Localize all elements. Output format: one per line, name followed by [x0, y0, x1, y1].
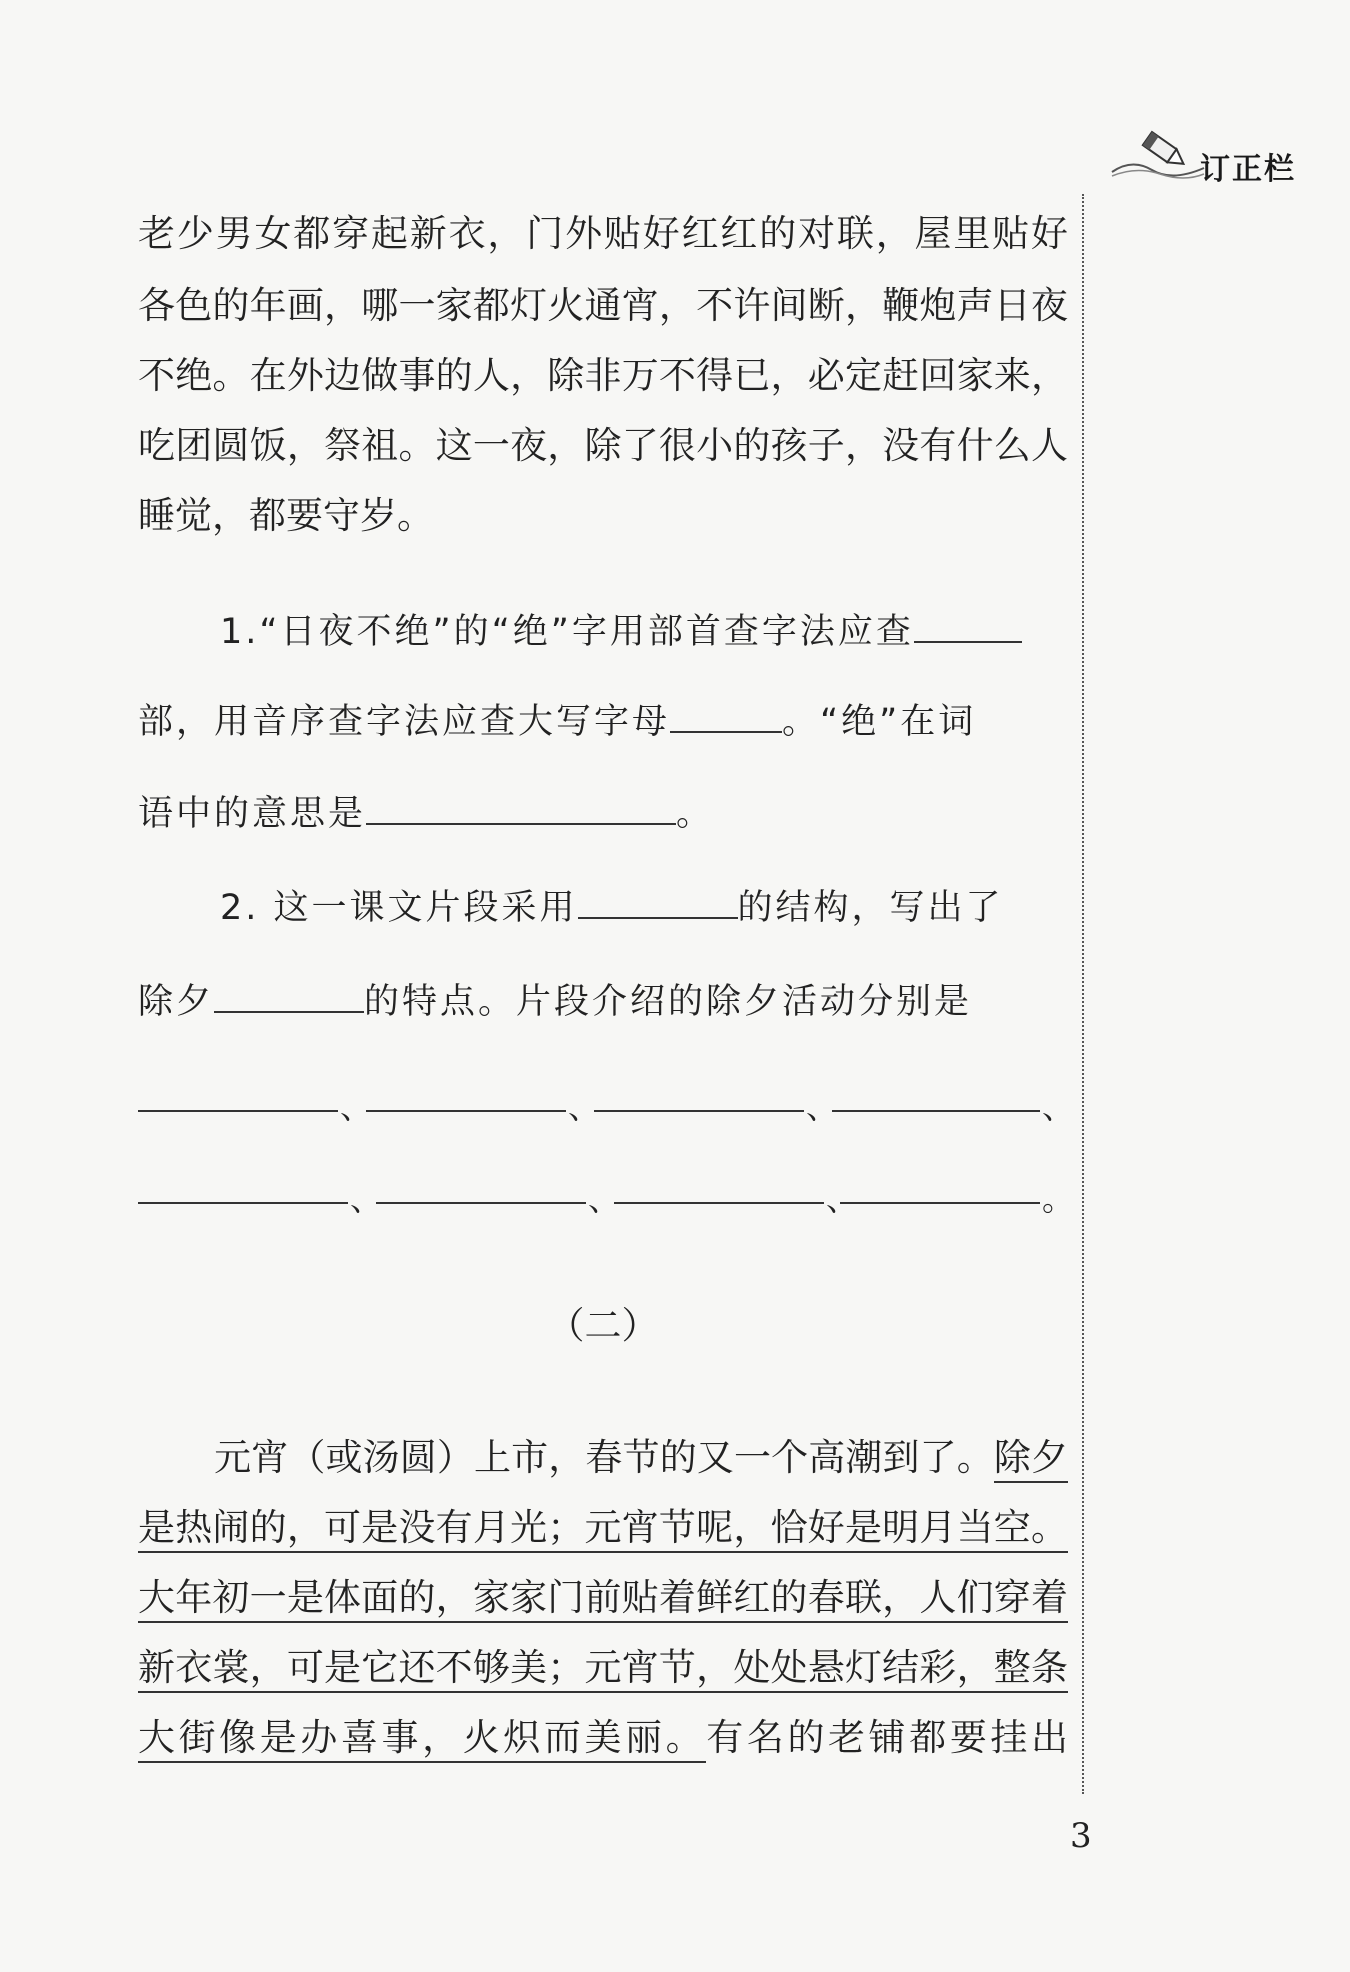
- answer-blank-row: [138, 1170, 1075, 1218]
- passage-line: [138, 1646, 1068, 1690]
- question-text: 语中的意思是: [138, 794, 367, 834]
- underlined-text: 新衣裳，可是它还不够美；元宵节，处处悬灯结彩，整条: [138, 1646, 1068, 1693]
- correction-column-header: [1108, 128, 1308, 188]
- question-1-line-2: [138, 700, 1068, 744]
- passage-line: [138, 1436, 1068, 1480]
- answer-blank[interactable]: [366, 793, 676, 825]
- underlined-text: 大街像是办喜事，火炽而美丽。: [138, 1716, 706, 1763]
- answer-blank[interactable]: [138, 1110, 338, 1112]
- correction-column-label: 订正栏: [1200, 152, 1296, 187]
- underlined-text: 除夕: [994, 1436, 1068, 1483]
- separator: 、: [806, 1088, 839, 1126]
- separator: 、: [588, 1180, 621, 1218]
- end-mark: 。: [1042, 1180, 1075, 1218]
- passage-text: 有名的老铺都要挂出: [706, 1716, 1069, 1759]
- passage-line: 各色的年画，哪一家都灯火通宵，不许间断，鞭炮声日夜: [138, 284, 1068, 327]
- passage-line: 睡觉，都要守岁。: [138, 494, 434, 537]
- passage-line: [138, 1506, 1068, 1550]
- answer-blank[interactable]: [578, 887, 738, 919]
- correction-column-divider: [1082, 194, 1084, 1794]
- question-text: 的特点。片段介绍的除夕活动分别是: [364, 982, 973, 1022]
- underlined-text: 大年初一是体面的，家家门前贴着鲜红的春联，人们穿着: [138, 1576, 1068, 1623]
- passage-text: 元宵（或汤圆）上市，春节的又一个高潮到了。: [214, 1436, 994, 1479]
- question-text: 。: [676, 794, 715, 834]
- answer-blank[interactable]: [366, 1110, 566, 1112]
- question-text: 除夕: [138, 982, 215, 1022]
- pencil-icon: [1108, 128, 1208, 188]
- question-2-line-2: [138, 980, 1068, 1024]
- passage-line: [138, 1576, 1068, 1620]
- question-text: 部，用音序查字法应查大写字母: [138, 702, 671, 742]
- separator: 、: [826, 1180, 859, 1218]
- answer-blank[interactable]: [614, 1202, 824, 1204]
- answer-blank[interactable]: [840, 1202, 1040, 1204]
- separator: 、: [1042, 1088, 1075, 1126]
- question-text: 。“绝”在词: [782, 702, 977, 742]
- question-text: 的结构，写出了: [737, 888, 1004, 928]
- question-1-line-1: [220, 610, 1070, 654]
- answer-blank[interactable]: [914, 611, 1022, 643]
- answer-blank-row: [138, 1078, 1075, 1126]
- answer-blank[interactable]: [594, 1110, 804, 1112]
- question-1-line-3: [138, 792, 1068, 836]
- answer-blank[interactable]: [376, 1202, 586, 1204]
- answer-blank[interactable]: [832, 1110, 1040, 1112]
- question-text: 1.“日夜不绝”的“绝”字用部首查字法应查: [220, 612, 914, 652]
- page-number: 3: [1070, 1816, 1092, 1856]
- section-heading: （二）: [547, 1304, 659, 1347]
- passage-line: 不绝。在外边做事的人，除非万不得已，必定赶回家来，: [138, 354, 1068, 397]
- separator: 、: [568, 1088, 601, 1126]
- separator: 、: [350, 1180, 383, 1218]
- answer-blank[interactable]: [670, 701, 782, 733]
- answer-blank[interactable]: [214, 981, 364, 1013]
- passage-line: 吃团圆饭，祭祖。这一夜，除了很小的孩子，没有什么人: [138, 424, 1068, 467]
- answer-blank[interactable]: [138, 1202, 348, 1204]
- question-2-line-1: [220, 886, 1070, 930]
- passage-line: [138, 1716, 1068, 1760]
- passage-line: 老少男女都穿起新衣，门外贴好红红的对联，屋里贴好: [138, 212, 1068, 255]
- underlined-text: 是热闹的，可是没有月光；元宵节呢，恰好是明月当空。: [138, 1506, 1068, 1553]
- separator: 、: [340, 1088, 373, 1126]
- question-text: 2. 这一课文片段采用: [220, 888, 578, 928]
